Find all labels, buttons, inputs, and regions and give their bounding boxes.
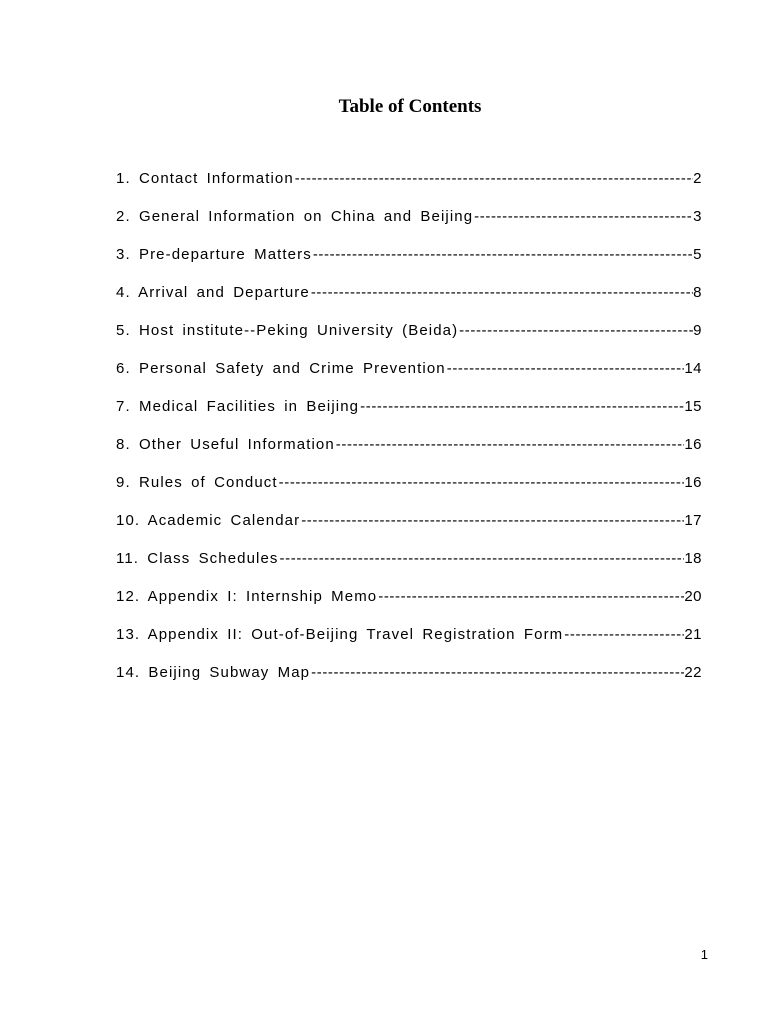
toc-entry-label: 8. Other Useful Information (116, 436, 335, 453)
toc-entry-label: 13. Appendix II: Out-of-Beijing Travel Registration Form (116, 626, 564, 643)
toc-entry-label: 3. Pre-departure Matters (116, 246, 312, 263)
toc-dot-leader (280, 550, 685, 567)
toc-entry-label: 5. Host institute--Peking University (Beida) (116, 322, 459, 339)
toc-dot-leader (295, 170, 693, 187)
toc-entry (116, 398, 702, 436)
toc-list (116, 170, 702, 702)
toc-dot-leader (301, 512, 684, 529)
toc-dot-leader (564, 626, 684, 643)
toc-entry-page: 16 (684, 474, 702, 491)
toc-entry-page: 3 (693, 208, 702, 225)
toc-entry-page: 16 (684, 436, 702, 453)
toc-entry-page: 5 (693, 246, 702, 263)
toc-entry (116, 208, 702, 246)
toc-entry-page: 15 (684, 398, 702, 415)
toc-dot-leader (360, 398, 684, 415)
toc-entry-label: 10. Academic Calendar (116, 512, 301, 529)
toc-dot-leader (459, 322, 693, 339)
toc-entry (116, 284, 702, 322)
toc-entry-page: 2 (693, 170, 702, 187)
toc-entry (116, 588, 702, 626)
toc-entry (116, 436, 702, 474)
toc-entry-page: 9 (693, 322, 702, 339)
toc-entry-label: 11. Class Schedules (116, 550, 279, 567)
toc-dot-leader (378, 588, 684, 605)
toc-entry-page: 17 (684, 512, 702, 529)
toc-entry (116, 322, 702, 360)
toc-entry-label: 7. Medical Facilities in Beijing (116, 398, 360, 415)
toc-entry-label: 2. General Information on China and Beijing (116, 208, 474, 225)
toc-entry (116, 550, 702, 588)
toc-dot-leader (313, 246, 693, 263)
toc-entry-page: 18 (684, 550, 702, 567)
toc-entry-label: 14. Beijing Subway Map (116, 664, 311, 681)
toc-entry-label: 6. Personal Safety and Crime Prevention (116, 360, 446, 377)
toc-entry-label: 1. Contact Information (116, 170, 294, 187)
toc-entry (116, 512, 702, 550)
toc-dot-leader (279, 474, 685, 491)
toc-entry (116, 360, 702, 398)
toc-entry (116, 170, 702, 208)
toc-entry (116, 626, 702, 664)
toc-entry (116, 664, 702, 702)
toc-entry-page: 14 (684, 360, 702, 377)
page-title: Table of Contents (338, 96, 482, 117)
toc-dot-leader (336, 436, 685, 453)
toc-dot-leader (311, 284, 693, 301)
toc-entry-page: 20 (684, 588, 702, 605)
toc-entry-label: 9. Rules of Conduct (116, 474, 278, 491)
page-number: 1 (700, 947, 708, 962)
toc-entry-page: 21 (684, 626, 702, 643)
toc-entry (116, 474, 702, 512)
toc-entry-label: 4. Arrival and Departure (116, 284, 310, 301)
toc-dot-leader (474, 208, 693, 225)
toc-entry-page: 8 (693, 284, 702, 301)
toc-entry (116, 246, 702, 284)
toc-entry-page: 22 (684, 664, 702, 681)
toc-dot-leader (311, 664, 684, 681)
toc-entry-label: 12. Appendix I: Internship Memo (116, 588, 378, 605)
toc-dot-leader (447, 360, 685, 377)
